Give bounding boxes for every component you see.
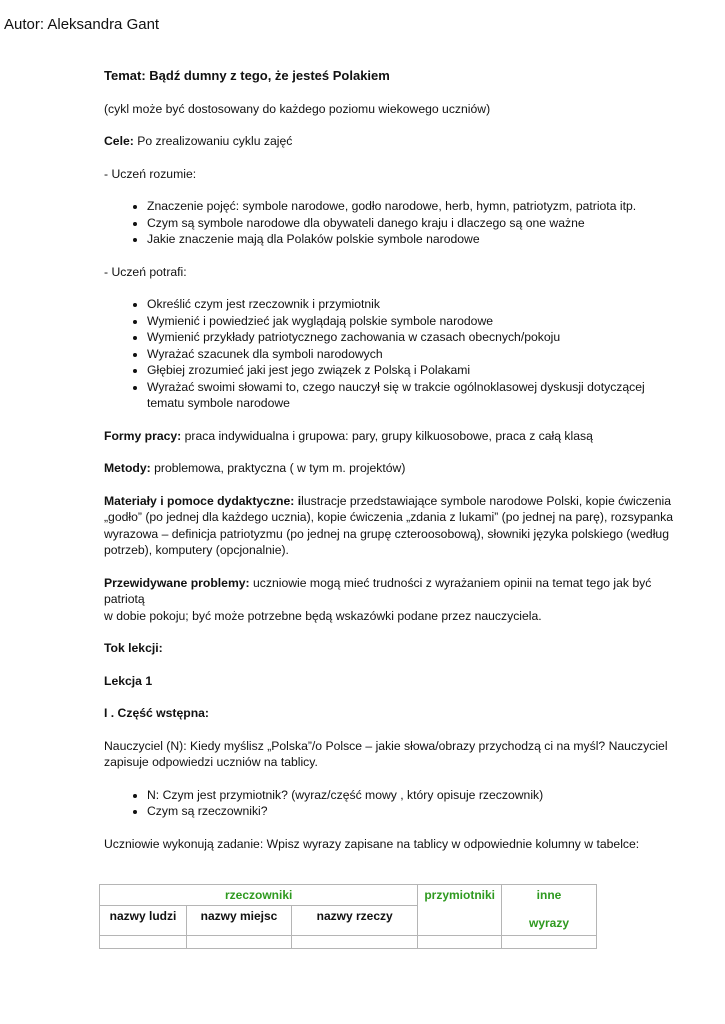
header-other [502, 885, 597, 936]
list-item: • Głębiej zrozumieć jaki jest jego związek z Polską i Polakami [147, 362, 674, 379]
header-other-line2: wyrazy [528, 916, 570, 930]
list-item: • Czym są rzeczowniki? [147, 803, 674, 820]
part-heading [104, 705, 674, 722]
part-label: I . Część wstępna: [104, 706, 209, 720]
document-body [104, 68, 674, 852]
teacher-prompt: Nauczyciel (N): Kiedy myślisz „Polska”/o Polsce – jakie słowa/obrazy przychodzą ci na myśl? Nauczyciel zapisuje odpowiedzi uczniów na tablicy. [104, 738, 668, 769]
can-list [104, 296, 674, 412]
header-adjectives: przymiotniki [418, 885, 502, 936]
header-things: nazwy rzeczy [292, 906, 418, 936]
course-label: Tok lekcji: [104, 641, 163, 655]
materials [104, 493, 674, 559]
list-item: • Czym są symbole narodowe dla obywateli danego kraju i dlaczego są one ważne [147, 215, 674, 232]
header-nouns: rzeczowniki [100, 885, 418, 906]
table-cell[interactable] [100, 936, 187, 949]
goals-label: Cele: [104, 134, 134, 148]
list-item: • Wymienić i powiedzieć jak wyglądają polskie symbole narodowe [147, 313, 674, 330]
worksheet-table [99, 884, 597, 949]
methods-text: problemowa, praktyczna ( w tym m. projektów) [150, 461, 406, 475]
list-item: • Określić czym jest rzeczownik i przymiotnik [147, 296, 674, 313]
author-line: Autor: Aleksandra Gant [4, 16, 160, 33]
course-heading [104, 640, 674, 657]
forms-text: praca indywidualna i grupowa: pary, grupy kilkuosobowe, praca z całą klasą [181, 428, 593, 443]
list-item: • Wymienić przykłady patriotycznego zachowania w czasach obecnych/pokoju [147, 329, 674, 346]
list-item: • N: Czym jest przymiotnik? (wyraz/część mowy , który opisuje rzeczownik) [147, 787, 674, 804]
list-item: • Znaczenie pojęć: symbole narodowe, godło narodowe, herb, hymn, patriotyzm, patriota itp. [147, 198, 674, 215]
lesson-heading [104, 673, 674, 690]
methods-label: Metody: [104, 461, 151, 475]
header-people: nazwy ludzi [100, 906, 187, 936]
lesson-title: Temat: Bądź dumny z tego, że jesteś Polakiem [104, 68, 390, 83]
methods [104, 460, 674, 477]
table-cell[interactable] [502, 936, 597, 949]
problems-text-2: w dobie pokoju; być może potrzebne będą wskazówki podane przez nauczyciela. [104, 608, 542, 623]
table-cell[interactable] [418, 936, 502, 949]
problems-text: uczniowie mogą mieć trudności z wyrażaniem opinii na temat tego jak być patriotą [104, 575, 652, 606]
materials-label: Materiały i pomoce dydaktyczne: i [104, 493, 302, 508]
understands-heading: - Uczeń rozumie: [104, 166, 197, 181]
list-item: • Wyrażać szacunek dla symboli narodowych [147, 346, 674, 363]
problems [104, 575, 674, 608]
forms [104, 428, 674, 445]
lesson-label: Lekcja 1 [104, 673, 153, 688]
understands-list [104, 198, 674, 248]
task-instruction: Uczniowie wykonują zadanie: Wpisz wyrazy zapisane na tablicy w odpowiednie kolumny w tabelce: [104, 836, 640, 851]
table-cell[interactable] [187, 936, 292, 949]
header-places: nazwy miejsc [187, 906, 292, 936]
can-heading: - Uczeń potrafi: [104, 264, 187, 279]
table-cell[interactable] [292, 936, 418, 949]
subtitle: (cykl może być dostosowany do każdego poziomu wiekowego uczniów) [104, 101, 491, 116]
goals [104, 133, 674, 150]
goals-text: Po zrealizowaniu cyklu zajęć [133, 134, 293, 148]
questions-list [104, 787, 674, 820]
list-item: • Wyrażać swoimi słowami to, czego nauczył się w trakcie ogólnoklasowej dyskusji dotyczącej tematu symbole narodowe [147, 379, 674, 412]
materials-text: lustracje przedstawiające symbole narodowe Polski, kopie ćwiczenia „godło” (po jednej dla każdego ucznia), kopie ćwiczenia „zdania z lukami” (po jednej na parę), rozsypanka wyrazowa – definicja patriotyzmu (po jednej na grupę czteroosobową), słowniki języka polskiego (według potrzeb), komputery (opcjonalnie). [104, 493, 674, 557]
problems-label: Przewidywane problemy: [104, 575, 250, 590]
list-item: • Jakie znaczenie mają dla Polaków polskie symbole narodowe [147, 231, 674, 248]
header-other-line1: inne [536, 888, 562, 902]
forms-label: Formy pracy: [104, 428, 182, 443]
